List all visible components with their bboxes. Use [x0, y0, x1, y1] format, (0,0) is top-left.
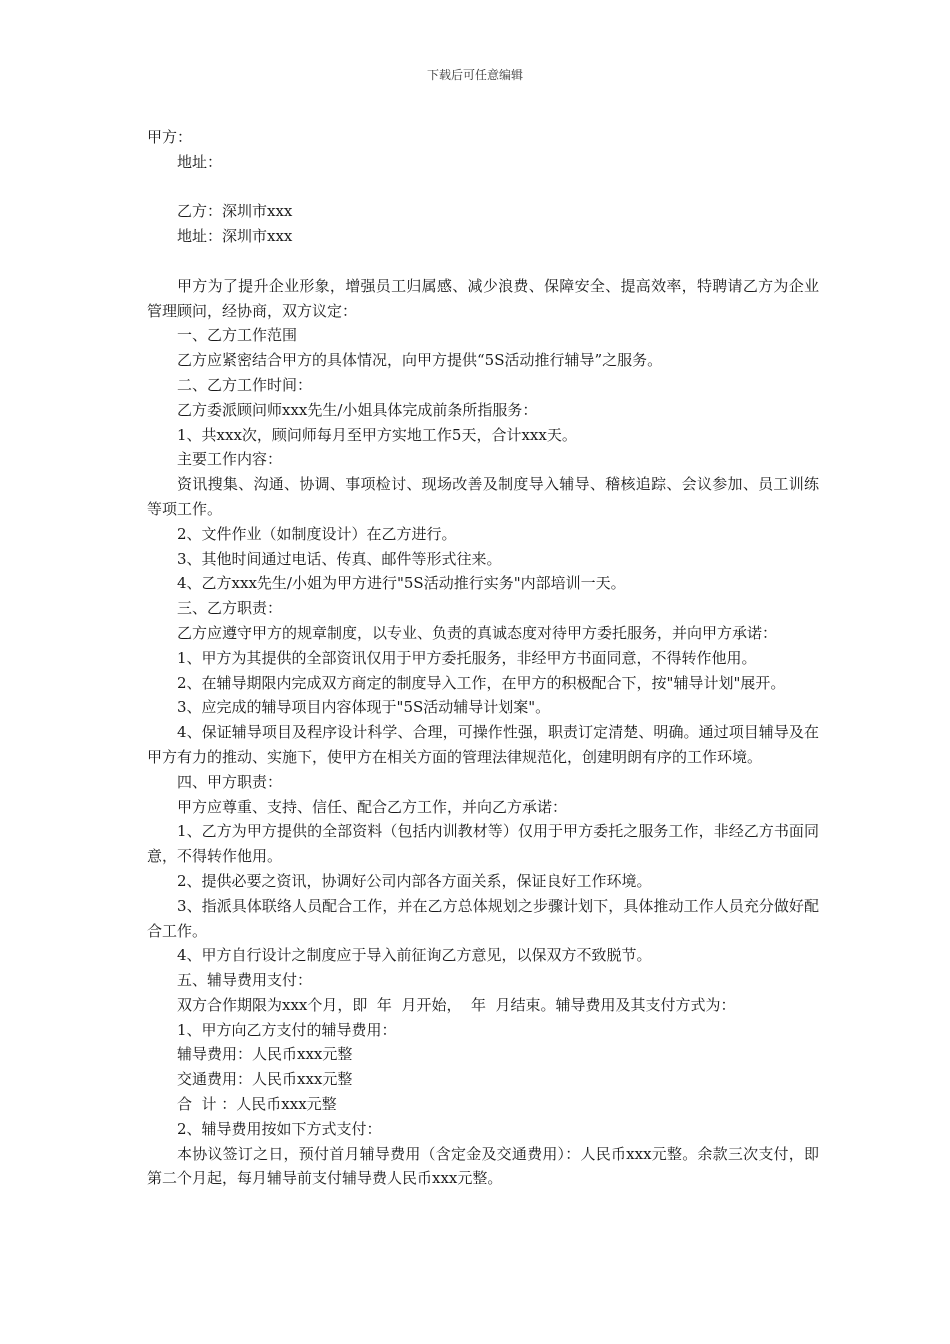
- paragraph: 交通费用：人民币xxx元整: [177, 1070, 353, 1089]
- paragraph: 五、辅导费用支付：: [177, 971, 313, 990]
- document-body: [147, 125, 819, 1191]
- paragraph: 甲方：: [147, 128, 193, 146]
- paragraph: 辅导费用：人民币xxx元整: [177, 1045, 353, 1064]
- paragraph: 合 计 ：人民币xxx元整: [177, 1095, 337, 1114]
- paragraph: 资讯搜集、沟通、协调、事项检讨、现场改善及制度导入辅导、稽核追踪、会议参加、员工训练等项工作。: [147, 475, 819, 518]
- paragraph: 地址：: [177, 152, 223, 171]
- paragraph: 4、乙方xxx先生/小姐为甲方进行"5S活动推行实务"内部培训一天。: [177, 574, 626, 593]
- paragraph: 3、应完成的辅导项目内容体现于"5S活动辅导计划案"。: [177, 698, 551, 717]
- paragraph: 四、甲方职责：: [177, 772, 283, 791]
- paragraph: 2、提供必要之资讯，协调好公司内部各方面关系，保证良好工作环境。: [177, 871, 652, 890]
- blank-line: [147, 249, 819, 274]
- paragraph: 1、甲方为其提供的全部资讯仅用于甲方委托服务，非经甲方书面同意，不得转作他用。: [177, 648, 757, 667]
- paragraph: 本协议签订之日，预付首月辅导费用（含定金及交通费用）：人民币xxx元整。余款三次支付，即第二个月起，每月辅导前支付辅导费人民币xxx元整。: [147, 1144, 819, 1188]
- paragraph: 甲方应尊重、支持、信任、配合乙方工作，并向乙方承诺：: [177, 797, 568, 816]
- paragraph: 三、乙方职责：: [177, 599, 283, 618]
- paragraph: 一、乙方工作范围: [177, 326, 298, 345]
- page-header-note: 下载后可任意编辑: [426, 68, 523, 82]
- paragraph: 乙方委派顾问师xxx先生/小姐具体完成前条所指服务：: [177, 400, 538, 419]
- paragraph: 双方合作期限为xxx个月，即 年 月开始， 年 月结束。辅导费用及其支付方式为：: [177, 995, 736, 1014]
- paragraph: 3、其他时间通过电话、传真、邮件等形式往来。: [177, 549, 502, 568]
- paragraph: 主要工作内容：: [177, 450, 283, 469]
- paragraph: 2、辅导费用按如下方式支付：: [177, 1119, 382, 1138]
- paragraph: 乙方应遵守甲方的规章制度，以专业、负责的真诚态度对待甲方委托服务，并向甲方承诺：: [177, 623, 778, 642]
- paragraph: 甲方为了提升企业形象，增强员工归属感、减少浪费、保障安全、提高效率，特聘请乙方为企业管理顾问，经协商，双方议定：: [147, 276, 819, 320]
- paragraph: 乙方应紧密结合甲方的具体情况，向甲方提供“5S活动推行辅导”之服务。: [177, 351, 663, 370]
- paragraph: 4、甲方自行设计之制度应于导入前征询乙方意见，以保双方不致脱节。: [177, 946, 652, 965]
- blank-line: [147, 175, 819, 200]
- paragraph: 2、文件作业（如制度设计）在乙方进行。: [177, 524, 457, 543]
- paragraph: 1、甲方向乙方支付的辅导费用：: [177, 1020, 397, 1039]
- paragraph: 3、指派具体联络人员配合工作，并在乙方总体规划之步骤计划下，具体推动工作人员充分做好配合工作。: [147, 896, 819, 940]
- paragraph: 二、乙方工作时间：: [177, 375, 313, 394]
- paragraph: 2、在辅导期限内完成双方商定的制度导入工作，在甲方的积极配合下，按"辅导计划"展开。: [177, 673, 786, 692]
- paragraph: 1、乙方为甲方提供的全部资料（包括内训教材等）仅用于甲方委托之服务工作，非经乙方书面同意，不得转作他用。: [147, 822, 819, 866]
- paragraph: 1、共xxx次，顾问师每月至甲方实地工作5天，合计xxx天。: [177, 425, 577, 444]
- paragraph: 地址：深圳市xxx: [177, 227, 293, 246]
- paragraph: 乙方：深圳市xxx: [177, 202, 293, 221]
- paragraph: 4、保证辅导项目及程序设计科学、合理，可操作性强，职责订定清楚、明确。通过项目辅导及在甲方有力的推动、实施下，使甲方在相关方面的管理法律规范化，创建明朗有序的工作环境。: [147, 723, 819, 766]
